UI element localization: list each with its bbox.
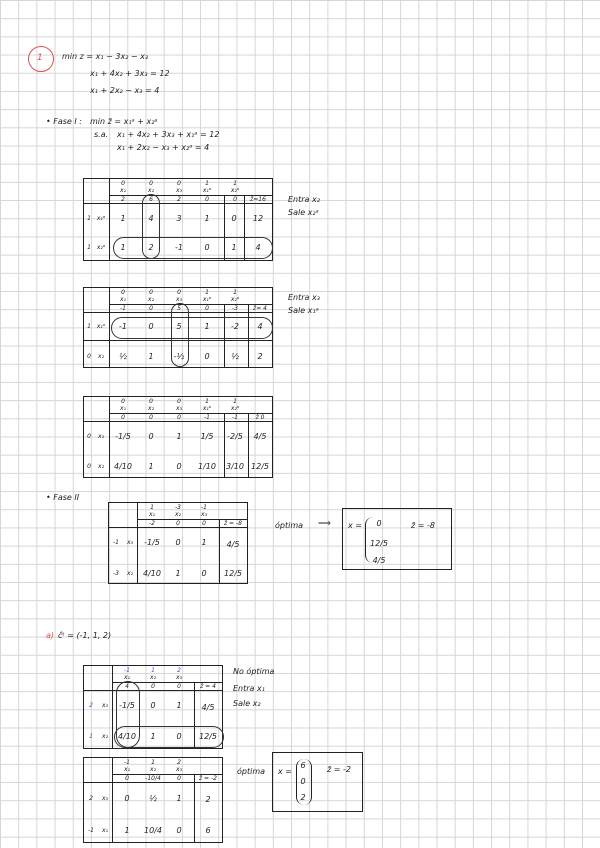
reduced: 0 [177,414,181,421]
reduced: -1 [120,305,126,312]
constraint-2: x₁ + 2x₂ − x₃ = 4 [90,86,160,95]
basis: x₂ [127,570,133,577]
part-a-cost: ĉᵗ = (-1, 1, 2) [58,631,112,640]
cost: 1 [151,759,155,766]
basis: x₁ᵃ [96,323,106,330]
cell: 0 [204,243,210,252]
cost: 1 [205,289,209,296]
reduced: 6 [149,196,153,203]
x-value: 0 [376,519,382,528]
phase1-title: • Fase I : [46,117,82,126]
var: x₃ [176,296,182,303]
cb: 1 [87,215,91,222]
cell: 0 [204,352,210,361]
rhs: 2 [257,352,263,361]
problem-number: 1 [37,53,43,63]
cell: 0 [148,322,154,331]
cell: 1 [120,243,126,252]
reduced: -1 [232,414,238,421]
pivot-row-highlight [113,237,273,259]
cost: 1 [205,180,209,187]
rhs: 4/5 [253,432,267,441]
cell: -2 [231,322,239,331]
implies-arrow: ⟹ [318,519,331,529]
var: x₂ᵃ [230,296,240,303]
reduced: 0 [205,196,209,203]
x-value: 4/5 [372,556,386,565]
reduced: 0 [125,775,129,782]
cell: ½ [119,352,127,361]
cell: 3/10 [226,462,244,471]
var: x₁ [120,296,126,303]
part-a-label: a) [46,631,55,640]
cell: -1/5 [144,538,160,547]
pivot-column-highlight [171,303,189,367]
cell: 1 [204,214,210,223]
var: x₂ [150,766,156,773]
cost: 2 [177,667,181,674]
rhs: 4/5 [226,540,240,549]
reduced: 2 [177,196,181,203]
cb: 1 [87,323,91,330]
reduced: 0 [149,414,153,421]
var: x₁ [149,511,155,518]
basis: x₃ [127,539,133,546]
part-a-solution-box [272,752,363,812]
cell: 4/10 [114,462,132,471]
basis: x₁ᵃ [96,215,106,222]
cb: -1 [113,539,119,546]
cost: 0 [177,180,181,187]
cost: 1 [150,504,154,511]
cell: 0 [201,569,207,578]
tableau-3 [83,396,273,478]
part-a-enter: Entra x₁ [233,684,265,693]
phase1-constraint-2: x₁ + 2x₂ − x₃ + x₂ᵃ = 4 [117,143,210,152]
cell: 1/10 [198,462,216,471]
constraint-1: x₁ + 4x₂ + 3x₃ = 12 [90,69,170,78]
basis: x₁ [102,827,108,834]
cost: 0 [177,398,181,405]
cost: 0 [177,289,181,296]
cell: 1 [120,214,126,223]
phase2-title: • Fase II [46,493,80,502]
rhs: 6 [205,826,211,835]
cell: 1 [175,569,181,578]
var: x₃ [176,674,182,681]
reduced: 0 [233,196,237,203]
reduced: -2 [149,520,155,527]
cost: -1 [201,504,207,511]
var: x₁ᵃ [202,296,212,303]
cell: 5 [176,322,182,331]
phase2-solution-box [342,508,452,570]
part-a-leave: Sale x₂ [233,699,261,708]
part-a-optimal: óptima [237,767,266,776]
cell: 1 [176,701,182,710]
cb: 0 [87,463,91,470]
basis: x₃ [98,433,104,440]
tableau-2-leave: Sale x₁ᵃ [288,306,319,315]
var: x₃ [176,187,182,194]
cell: 1 [176,794,182,803]
cell: 4/10 [118,732,136,741]
var: x₂ [150,674,156,681]
var: x₁ [120,405,126,412]
cell: -2/5 [227,432,243,441]
part-a-not-optimal: No óptima [233,667,275,676]
rhs: 4 [255,243,261,252]
var: x₂ [175,511,181,518]
reduced: -3 [232,305,238,312]
cost: 0 [149,398,153,405]
reduced: 0 [149,305,153,312]
cb: 0 [87,353,91,360]
var: x₂ᵃ [230,187,240,194]
cell: -1/5 [119,701,135,710]
phase1-constraint-1: x₁ + 4x₂ + 3x₃ + x₁ᵃ = 12 [117,130,220,139]
cell: 1 [148,462,154,471]
cell: ½ [231,352,239,361]
cell: 1/5 [200,432,214,441]
cell: -1/5 [115,432,131,441]
var: x₂ᵃ [230,405,240,412]
var: x₃ [176,766,182,773]
reduced: 0 [176,520,180,527]
z-label: z̄ = 4 [200,683,216,690]
phase2-tableau [108,502,248,584]
phase1-objective: min z̄ = x₁ᵃ + x₂ᵃ [90,117,158,126]
var: x₂ [148,296,154,303]
cell: -1 [175,243,183,252]
pivot-column-highlight [142,194,160,259]
rhs: 4 [257,322,263,331]
var: x₁ [120,187,126,194]
reduced: -1 [204,414,210,421]
cb: 1 [87,244,91,251]
cell: 10/4 [144,826,162,835]
x-value: 0 [300,777,306,786]
reduced: 0 [205,305,209,312]
var: x₂ [148,187,154,194]
var: x₁ᵃ [202,187,212,194]
cell: 0 [176,732,182,741]
x-label: x = [348,521,362,530]
cell: 1 [176,432,182,441]
cell: 1 [201,538,207,547]
cost: 1 [233,180,237,187]
cb: 0 [87,433,91,440]
cell: 1 [231,243,237,252]
cell: 1 [204,322,210,331]
rhs: 12/5 [251,462,269,471]
cell: 0 [150,701,156,710]
x-value: 6 [300,761,306,770]
tableau-2 [83,287,273,368]
cost: 0 [121,289,125,296]
x-label: x = [278,767,292,776]
part-a-tableau-1 [83,665,223,749]
var: x₃ [176,405,182,412]
reduced: 0 [151,683,155,690]
cb: 1 [89,733,93,740]
rhs: 12/5 [224,569,242,578]
cell: 3 [176,214,182,223]
phase2-optimal: óptima [275,521,304,530]
rhs: 4/5 [201,703,215,712]
cost: 0 [149,180,153,187]
cell: 0 [176,462,182,471]
phase1-st: s.a. [94,130,109,139]
cost: 1 [233,398,237,405]
basis: x₂ᵃ [96,244,106,251]
cell: 0 [124,794,130,803]
cost: 0 [149,289,153,296]
reduced: 0 [202,520,206,527]
var: x₂ [148,405,154,412]
basis: x₂ [98,463,104,470]
reduced: 5 [177,305,181,312]
z-value: z̄ = -8 [411,521,435,530]
tableau-1 [83,178,273,261]
cb: 2 [89,702,93,709]
var: x₁ [124,674,130,681]
cell: 0 [231,214,237,223]
tableau-2-enter: Entra x₃ [288,293,320,302]
var: x₃ [201,511,207,518]
cost: 1 [205,398,209,405]
reduced: 0 [177,683,181,690]
cost: -3 [175,504,181,511]
cost: 1 [233,289,237,296]
cell: 0 [176,826,182,835]
cost: 0 [121,398,125,405]
reduced: 4 [125,683,129,690]
z-value: z̄ = -2 [327,765,351,774]
cost: -1 [124,759,130,766]
basis: x₃ [102,795,108,802]
z-label: z̄ = -2 [199,775,217,782]
var: x₁ [124,766,130,773]
tableau-1-leave: Sale x₂ᵃ [288,208,319,217]
cell: 2 [148,243,154,252]
z-label: z̄=16 [250,196,266,203]
pivot-row-highlight [111,317,273,339]
pivot-column-highlight [116,681,140,748]
z-label: z̄ = -8 [224,520,242,527]
cell: 4 [148,214,154,223]
z-label: z̄= 4 [253,305,267,312]
cell: -1 [119,322,127,331]
rhs: 12 [252,214,264,223]
reduced: 0 [177,775,181,782]
cost: -1 [124,667,130,674]
x-value: 12/5 [370,539,388,548]
var: x₁ᵃ [202,405,212,412]
cell: 1 [150,732,156,741]
cell: 0 [148,432,154,441]
reduced: -10/4 [145,775,161,782]
cb: 2 [89,795,93,802]
basis: x₃ [102,702,108,709]
cb: -1 [88,827,94,834]
cell: ½ [149,794,157,803]
z-label: z̄ 0 [255,414,265,421]
basis: x₂ [98,353,104,360]
reduced: 0 [121,414,125,421]
cb: -3 [113,570,119,577]
rhs: 2 [205,795,211,804]
cell: 1 [148,352,154,361]
cell: 4/10 [143,569,161,578]
reduced: 2 [121,196,125,203]
rhs: 12/5 [199,732,217,741]
objective: min z = x₁ − 3x₂ − x₃ [62,52,149,61]
cost: 2 [177,759,181,766]
part-a-tableau-2 [83,757,223,843]
cost: 0 [121,180,125,187]
basis: x₂ [102,733,108,740]
cell: 0 [175,538,181,547]
cost: 1 [151,667,155,674]
cell: 1 [124,826,130,835]
tableau-1-enter: Entra x₂ [288,195,320,204]
x-value: 2 [300,793,306,802]
cell: -½ [173,352,185,361]
